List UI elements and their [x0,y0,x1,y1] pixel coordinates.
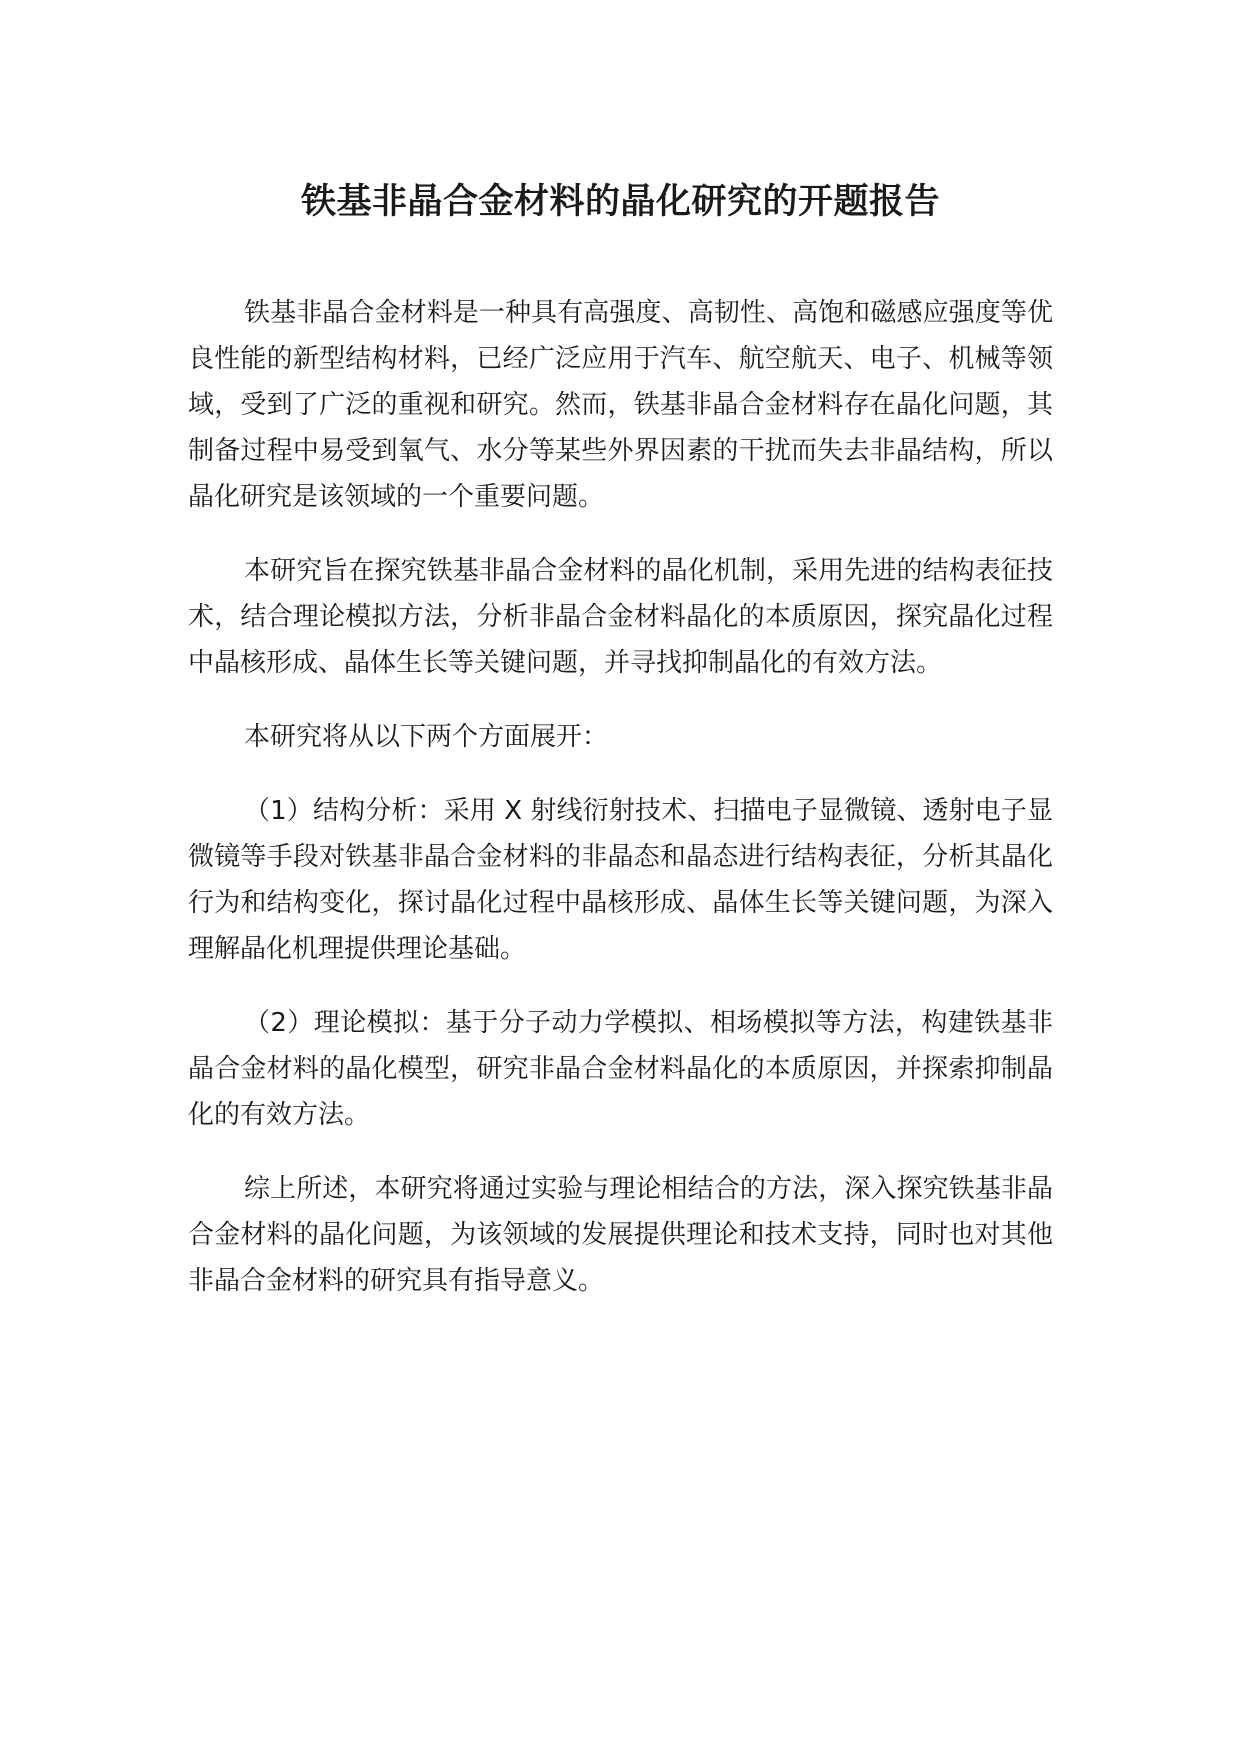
document-body [188,290,1053,1304]
paragraph-objective: 本研究旨在探究铁基非晶合金材料的晶化机制，采用先进的结构表征技术，结合理论模拟方法，分析非晶合金材料晶化的本质原因，探究晶化过程中晶核形成、晶体生长等关键问题，并寻找抑制晶化的有效方法。 [188,556,1053,678]
paragraph-intro: 铁基非晶合金材料是一种具有高强度、高韧性、高饱和磁感应强度等优良性能的新型结构材料，已经广泛应用于汽车、航空航天、电子、机械等领域，受到了广泛的重视和研究。然而，铁基非晶合金材料存在晶化问题，其制备过程中易受到氧气、水分等某些外界因素的干扰而失去非晶结构，所以晶化研究是该领域的一个重要问题。 [188,298,1053,512]
document-title: 铁基非晶合金材料的晶化研究的开题报告 [300,182,940,222]
paragraph-conclusion: 综上所述，本研究将通过实验与理论相结合的方法，深入探究铁基非晶合金材料的晶化问题，为该领域的发展提供理论和技术支持，同时也对其他非晶合金材料的研究具有指导意义。 [188,1174,1053,1296]
paragraph-structure-analysis: （1）结构分析：采用 X 射线衍射技术、扫描电子显微镜、透射电子显微镜等手段对铁基非晶合金材料的非晶态和晶态进行结构表征，分析其晶化行为和结构变化，探讨晶化过程中晶核形成、晶体生长等关键问题，为深入理解晶化机理提供理论基础。 [188,796,1053,964]
paragraph-theoretical-simulation: （2）理论模拟：基于分子动力学模拟、相场模拟等方法，构建铁基非晶合金材料的晶化模型，研究非晶合金材料晶化的本质原因，并探索抑制晶化的有效方法。 [188,1008,1053,1130]
paragraph-outline: 本研究将从以下两个方面展开： [244,722,609,752]
